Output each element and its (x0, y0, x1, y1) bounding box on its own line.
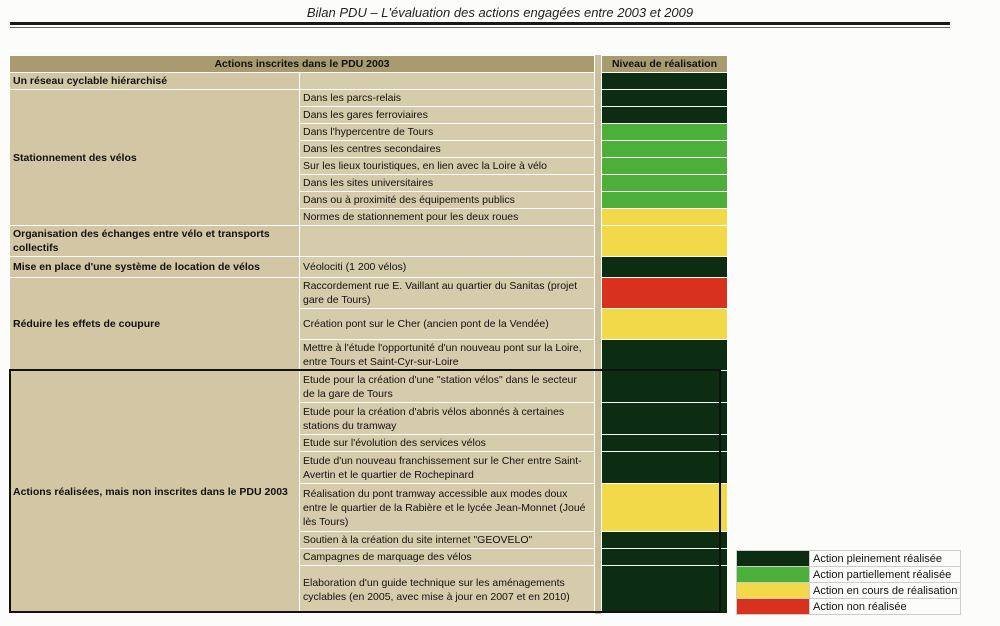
action-text: Etude pour la création d'une "station vélos" dans le secteur de la gare de Tours (300, 371, 595, 403)
action-text: Véolociti (1 200 vélos) (300, 257, 595, 278)
table-row (10, 371, 728, 403)
legend-swatch (737, 551, 810, 567)
action-text: Réalisation du pont tramway accessible aux modes doux entre le quartier de la Rabière et le lycée Jean-Monnet (Joué lès Tours) (300, 484, 595, 532)
action-text: Création pont sur le Cher (ancien pont de la Vendée) (300, 309, 595, 340)
level-full-cell (602, 340, 728, 371)
legend-item (737, 599, 961, 615)
category-label: Mise en place d'une système de location de vélos (10, 257, 300, 278)
level-full-cell (602, 435, 728, 452)
action-text: Campagnes de marquage des vélos (300, 549, 595, 566)
level-full-cell (602, 371, 728, 403)
level-none-cell (602, 278, 728, 309)
level-full-cell (602, 107, 728, 124)
title-rule-thin (10, 27, 950, 28)
level-progress-cell (602, 226, 728, 257)
level-full-cell (602, 403, 728, 435)
level-partial-cell (602, 124, 728, 141)
level-full-cell (602, 452, 728, 484)
action-text (300, 226, 595, 257)
action-text: Mettre à l'étude l'opportunité d'un nouveau pont sur la Loire, entre Tours et Saint-Cyr-sur-Loire (300, 340, 595, 371)
action-text: Etude sur l'évolution des services vélos (300, 435, 595, 452)
level-full-cell (602, 566, 728, 614)
level-partial-cell (602, 141, 728, 158)
action-text: Dans l'hypercentre de Tours (300, 124, 595, 141)
legend-label: Action en cours de réalisation (810, 583, 961, 599)
action-text: Dans les sites universitaires (300, 175, 595, 192)
legend-item (737, 567, 961, 583)
level-full-cell (602, 257, 728, 278)
level-partial-cell (602, 175, 728, 192)
level-partial-cell (602, 158, 728, 175)
level-progress-cell (602, 209, 728, 226)
action-text: Elaboration d'un guide technique sur les aménagements cyclables (en 2005, avec mise à jour en 2007 et en 2010) (300, 566, 595, 614)
header-actions: Actions inscrites dans le PDU 2003 (10, 56, 595, 73)
title-rule (10, 22, 950, 25)
level-full-cell (602, 549, 728, 566)
legend-label: Action pleinement réalisée (810, 551, 961, 567)
page-title: Bilan PDU – L'évaluation des actions engagées entre 2003 et 2009 (306, 5, 694, 20)
action-text: Dans les parcs-relais (300, 90, 595, 107)
action-text: Dans les gares ferroviaires (300, 107, 595, 124)
level-partial-cell (602, 192, 728, 209)
action-text: Raccordement rue E. Vaillant au quartier du Sanitas (projet gare de Tours) (300, 278, 595, 309)
evaluation-table (9, 55, 728, 614)
level-full-cell (602, 73, 728, 90)
level-full-cell (602, 90, 728, 107)
header-level: Niveau de réalisation (602, 56, 728, 73)
table-row (10, 226, 728, 257)
legend (736, 550, 961, 615)
legend-item (737, 551, 961, 567)
legend-item (737, 583, 961, 599)
action-text: Normes de stationnement pour les deux roues (300, 209, 595, 226)
category-label: Réduire les effets de coupure (10, 278, 300, 371)
table-header-row (10, 56, 728, 73)
category-label: Stationnement des vélos (10, 90, 300, 226)
category-label: Actions réalisées, mais non inscrites dans le PDU 2003 (10, 371, 300, 614)
level-progress-cell (602, 309, 728, 340)
legend-label: Action partiellement réalisée (810, 567, 961, 583)
action-text: Dans les centres secondaires (300, 141, 595, 158)
action-text: Soutien à la création du site internet "GEOVELO" (300, 532, 595, 549)
category-label: Organisation des échanges entre vélo et transports collectifs (10, 226, 300, 257)
table-row (10, 278, 728, 309)
legend-swatch (737, 583, 810, 599)
level-full-cell (602, 532, 728, 549)
category-label: Un réseau cyclable hiérarchisé (10, 73, 300, 90)
legend-swatch (737, 599, 810, 615)
legend-label: Action non réalisée (810, 599, 961, 615)
action-text: Sur les lieux touristiques, en lien avec la Loire à vélo (300, 158, 595, 175)
level-progress-cell (602, 484, 728, 532)
action-text: Etude pour la création d'abris vélos abonnés à certaines stations du tramway (300, 403, 595, 435)
table-row (10, 90, 728, 107)
legend-swatch (737, 567, 810, 583)
action-text (300, 73, 595, 90)
table-row (10, 257, 728, 278)
action-text: Dans ou à proximité des équipements publics (300, 192, 595, 209)
table-row (10, 73, 728, 90)
action-text: Etude d'un nouveau franchissement sur le Cher entre Saint-Avertin et le quartier de Rochepinard (300, 452, 595, 484)
